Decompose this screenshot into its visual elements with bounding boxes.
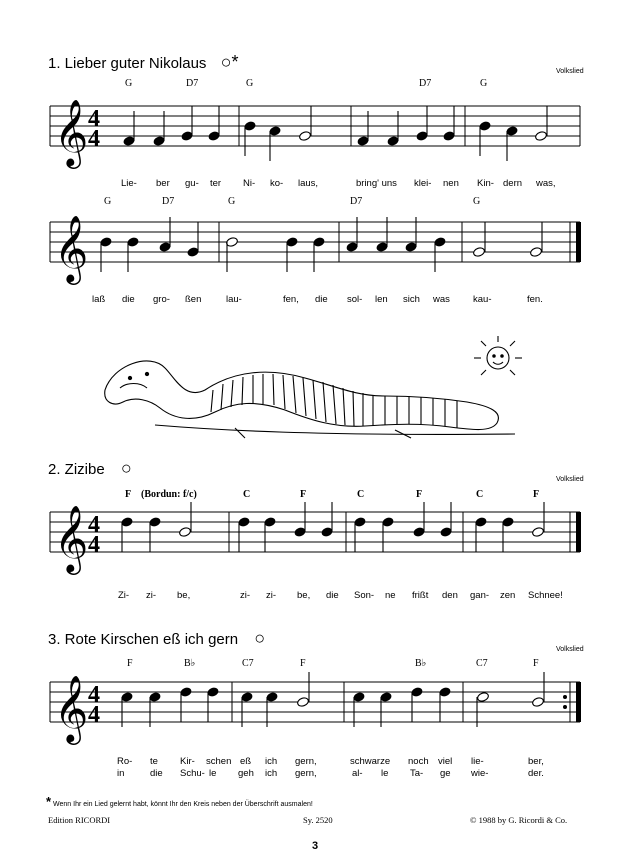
lyric-syllable: gern, (295, 756, 317, 767)
lyric-syllable: gu- (185, 178, 199, 189)
svg-text:4: 4 (88, 702, 100, 728)
lyric-syllable: Lie- (121, 178, 137, 189)
treble-clef-icon: 𝄞 (54, 504, 89, 572)
lyric-syllable: gan- (470, 590, 490, 601)
lyric-syllable: ber (156, 178, 170, 189)
song-source: Volkslied (556, 68, 584, 75)
lyric-syllable: noch (408, 756, 429, 767)
lyric-syllable: frißt (412, 590, 429, 601)
lyric-syllable: geh (238, 768, 254, 779)
lyric-syllable: den (442, 590, 458, 601)
bordun-note: (Bordun: f/c) (141, 489, 197, 500)
lyric-syllable: fen, (283, 294, 299, 305)
lyric-syllable: die (150, 768, 163, 779)
chord-symbol: G (228, 196, 236, 207)
lyric-syllable: zi- (146, 590, 157, 601)
lyric-syllable: lie- (471, 756, 484, 767)
lyric-syllable: te (150, 756, 158, 767)
lyric-syllable: schen (206, 756, 232, 767)
lyric-syllable: sol- (347, 294, 363, 305)
lyric-syllable: eß (240, 756, 252, 767)
lyric-syllable: die (122, 294, 135, 305)
lyric-syllable: die (315, 294, 328, 305)
song-title: 1. Lieber guter Nikolaus ○* (48, 52, 239, 72)
color-circle-mark: ○ (254, 628, 266, 648)
treble-clef-icon: 𝄞 (54, 214, 89, 282)
lyric-syllable: Ro- (117, 756, 133, 767)
chord-symbol: D7 (162, 196, 175, 207)
lyric-syllable: ich (265, 756, 278, 767)
repeat-barline (576, 682, 581, 722)
chord-symbol: B♭ (415, 658, 427, 669)
chord-symbol: C (357, 489, 365, 500)
chord-symbol: F (416, 489, 423, 500)
final-barline (576, 512, 581, 552)
svg-text:4: 4 (88, 532, 100, 558)
worm-illustration (95, 330, 545, 445)
lyric-syllable: dern (503, 178, 523, 189)
chord-symbol: F (300, 489, 307, 500)
song-source: Volkslied (556, 476, 584, 483)
chord-symbol: B♭ (184, 658, 196, 669)
time-signature: 4 (88, 682, 100, 708)
lyric-syllable: gern, (295, 768, 317, 779)
time-signature: 4 (88, 512, 100, 538)
final-barline (576, 222, 581, 262)
chord-symbol: G (473, 196, 481, 207)
song-source: Volkslied (556, 646, 584, 653)
lyric-syllable: Ta- (410, 768, 424, 779)
lyric-syllable: Kir- (180, 756, 195, 767)
chord-symbol: D7 (186, 78, 199, 89)
footer-copyright: © 1988 by G. Ricordi & Co. (470, 815, 568, 825)
chord-symbol: G (104, 196, 112, 207)
lyric-syllable: wie- (471, 768, 489, 779)
lyric-syllable: ne (385, 590, 396, 601)
song-title: 2. Zizibe ○ (48, 458, 132, 478)
lyric-syllable: len (375, 294, 388, 305)
chord-symbol: C7 (242, 658, 254, 669)
lyric-syllable: ter (210, 178, 222, 189)
lyric-syllable: ber, (528, 756, 544, 767)
lyric-syllable: Kin- (477, 178, 494, 189)
lyric-syllable: lau- (226, 294, 242, 305)
chord-symbol: F (300, 658, 306, 669)
time-signature: 4 (88, 106, 100, 132)
lyric-syllable: in (117, 768, 125, 779)
lyric-syllable: le (381, 768, 389, 779)
lyric-syllable: laus, (298, 178, 319, 189)
lyric-syllable: be, (177, 590, 191, 601)
chord-symbol: F (533, 658, 539, 669)
color-circle-mark: ○* (220, 52, 239, 72)
chord-symbol: C (476, 489, 484, 500)
color-circle-mark: ○ (120, 458, 132, 478)
chord-symbol: D7 (419, 78, 432, 89)
music-staff (0, 196, 640, 336)
lyric-syllable: al- (352, 768, 363, 779)
chord-symbol: D7 (350, 196, 363, 207)
lyric-syllable: zi- (240, 590, 251, 601)
lyric-syllable: be, (297, 590, 311, 601)
treble-clef-icon: 𝄞 (54, 98, 89, 166)
chord-symbol: F (127, 658, 133, 669)
lyric-syllable: laß (92, 294, 106, 305)
footnote: * Wenn Ihr ein Lied gelernt habt, könnt Ihr den Kreis neben der Überschrift ausmalen! (46, 794, 313, 809)
music-staff (0, 656, 640, 796)
footer-catalog-number: Sy. 2520 (303, 815, 333, 825)
lyric-syllable: viel (438, 756, 453, 767)
lyric-syllable: Schnee! (528, 590, 563, 601)
lyric-syllable: was, (536, 178, 556, 189)
chord-symbol: G (480, 78, 488, 89)
music-staff (0, 486, 640, 626)
lyric-syllable: le (209, 768, 217, 779)
lyric-syllable: sich (403, 294, 420, 305)
chord-symbol: C (243, 489, 251, 500)
lyric-syllable: zen (500, 590, 516, 601)
lyric-syllable: schwarze (350, 756, 391, 767)
chord-symbol: C7 (476, 658, 488, 669)
lyric-syllable: fen. (527, 294, 543, 305)
treble-clef-icon: 𝄞 (54, 674, 89, 742)
lyric-syllable: der. (528, 768, 544, 779)
lyric-syllable: ge (440, 768, 451, 779)
lyric-syllable: die (326, 590, 339, 601)
footer-publisher: Edition RICORDI (48, 815, 111, 825)
lyric-syllable: klei- (414, 178, 432, 189)
lyric-syllable: zi- (266, 590, 277, 601)
lyric-syllable: was (433, 294, 450, 305)
lyric-syllable: bring' uns (356, 178, 397, 189)
footnote-star: * (46, 794, 52, 809)
page-number: 3 (312, 840, 319, 852)
song-title: 3. Rote Kirschen eß ich gern ○ (48, 628, 266, 648)
lyric-syllable: ßen (185, 294, 202, 305)
chord-symbol: F (125, 489, 132, 500)
lyric-syllable: gro- (153, 294, 170, 305)
lyric-syllable: nen (443, 178, 459, 189)
svg-text:4: 4 (88, 126, 100, 152)
lyric-syllable: Ni- (243, 178, 256, 189)
chord-symbol: G (125, 78, 133, 89)
lyric-syllable: Son- (354, 590, 375, 601)
lyric-syllable: kau- (473, 294, 492, 305)
chord-symbol: G (246, 78, 254, 89)
chord-symbol: F (533, 489, 540, 500)
lyric-syllable: Schu- (180, 768, 205, 779)
lyric-syllable: ich (265, 768, 278, 779)
lyric-syllable: Zi- (118, 590, 130, 601)
lyric-syllable: ko- (270, 178, 284, 189)
